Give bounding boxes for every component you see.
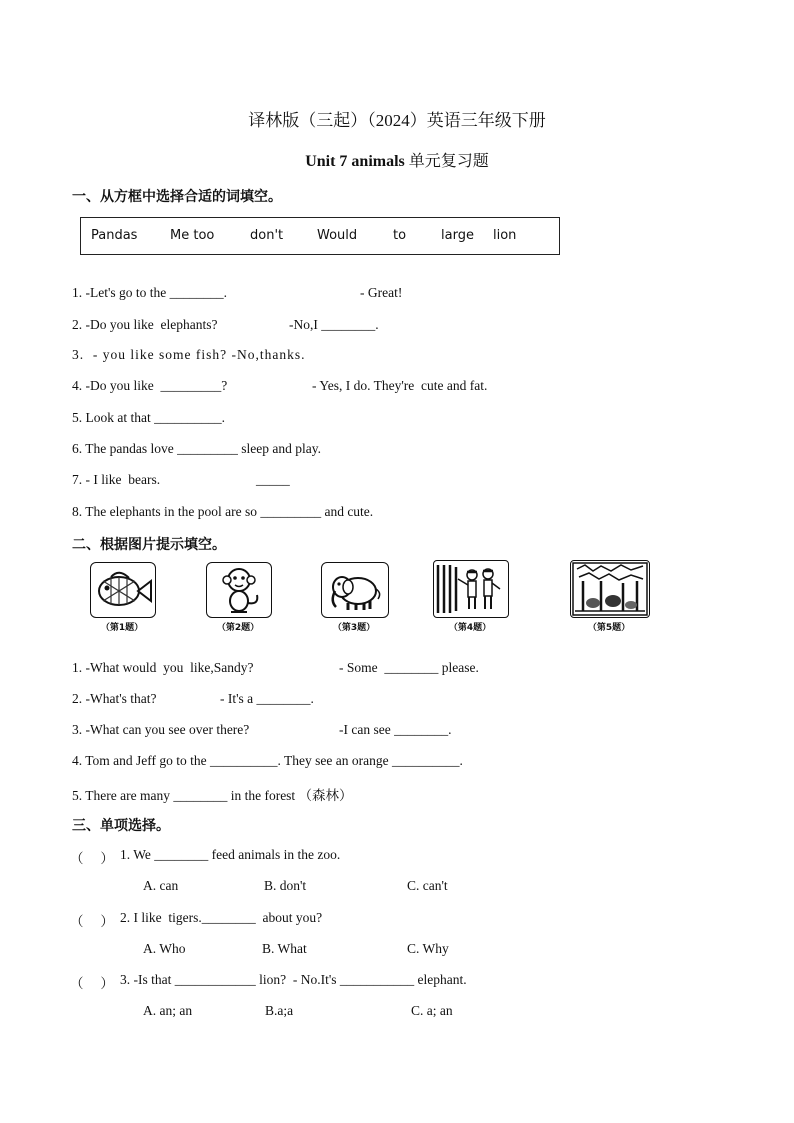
unit-name: Unit 7 animals xyxy=(305,153,405,170)
page-title: 译林版（三起）（2024）英语三年级下册 xyxy=(248,111,546,130)
mc-option: A. can xyxy=(143,878,179,893)
s2-answer-2: - It's a ________. xyxy=(220,691,314,706)
monkey-picture xyxy=(206,562,272,618)
s1-question-8: 8. The elephants in the pool are so _________ and cute. xyxy=(72,504,374,519)
word-option: large xyxy=(441,228,474,243)
s1-question-4: 4. -Do you like _________? xyxy=(72,378,228,393)
page-subtitle xyxy=(0,148,794,171)
kids-at-zoo-icon xyxy=(434,561,508,617)
s2-question-3: 3. -What can you see over there? xyxy=(72,722,250,737)
s1-answer-4: - Yes, I do. They're cute and fat. xyxy=(312,378,488,393)
mc-question-1: 1. We ________ feed animals in the zoo. xyxy=(120,847,341,862)
mc-option: A. Who xyxy=(143,941,186,956)
monkey-icon xyxy=(207,563,271,617)
section-2-heading: 二、根据图片提示填空。 xyxy=(72,537,226,553)
mc-option: C. can't xyxy=(407,878,448,893)
elephant-picture xyxy=(321,562,389,618)
answer-bracket: （ ） xyxy=(70,851,114,866)
zoo-visitors-picture xyxy=(433,560,509,618)
answer-bracket: （ ） xyxy=(70,914,114,929)
s2-question-2: 2. -What's that? xyxy=(72,691,157,706)
forest-animals-picture xyxy=(570,560,650,618)
word-option: Would xyxy=(317,228,358,243)
word-box xyxy=(80,217,560,255)
mc-option: C. a; an xyxy=(411,1003,453,1018)
mc-question-3: 3. -Is that ____________ lion? - No.It's ___________ elephant. xyxy=(120,972,467,987)
picture-caption-1: （第1题） xyxy=(100,623,144,633)
forest-scene-icon xyxy=(571,561,649,617)
s1-question-7: 7. - I like bears. xyxy=(72,472,161,487)
mc-option: C. Why xyxy=(407,941,449,956)
fish-icon xyxy=(91,563,155,617)
s1-answer-1: - Great! xyxy=(360,285,403,300)
s1-question-2: 2. -Do you like elephants? xyxy=(72,317,218,332)
mc-question-2: 2. I like tigers.________ about you? xyxy=(120,910,323,925)
s1-answer-2: -No,I ________. xyxy=(289,317,379,332)
s1-question-1: 1. -Let's go to the ________. xyxy=(72,285,228,300)
mc-option: B. What xyxy=(262,941,307,956)
s2-question-5: 5. There are many ________ in the forest （森林） xyxy=(72,788,353,803)
picture-caption-2: （第2题） xyxy=(216,623,260,633)
picture-caption-5: （第5题） xyxy=(587,623,631,633)
s1-question-6: 6. The pandas love _________ sleep and play. xyxy=(72,441,321,456)
mc-option: A. an; an xyxy=(143,1003,193,1018)
word-option: lion xyxy=(493,228,517,243)
s2-question-4: 4. Tom and Jeff go to the __________. They see an orange __________. xyxy=(72,753,463,768)
word-option: don't xyxy=(250,228,284,243)
section-3-heading: 三、单项选择。 xyxy=(72,818,170,834)
s2-answer-3: -I can see ________. xyxy=(339,722,452,737)
section-1-heading: 一、从方框中选择合适的词填空。 xyxy=(72,189,282,205)
fish-picture xyxy=(90,562,156,618)
word-option: Me too xyxy=(170,228,215,243)
elephant-icon xyxy=(322,563,388,617)
s2-question-1: 1. -What would you like,Sandy? xyxy=(72,660,254,675)
s1-question-3: 3. - you like some fish? -No,thanks. xyxy=(72,347,306,362)
picture-caption-3: （第3题） xyxy=(332,623,376,633)
word-option: Pandas xyxy=(91,228,138,243)
picture-caption-4: （第4题） xyxy=(448,623,492,633)
s2-answer-1: - Some ________ please. xyxy=(339,660,479,675)
s1-answer-7: _____ xyxy=(256,472,290,487)
mc-option: B.a;a xyxy=(265,1003,294,1018)
mc-option: B. don't xyxy=(264,878,307,893)
s1-question-5: 5. Look at that __________. xyxy=(72,410,225,425)
word-option: to xyxy=(393,228,407,243)
answer-bracket: （ ） xyxy=(70,976,114,991)
subtitle-suffix: 单元复习题 xyxy=(404,153,489,170)
